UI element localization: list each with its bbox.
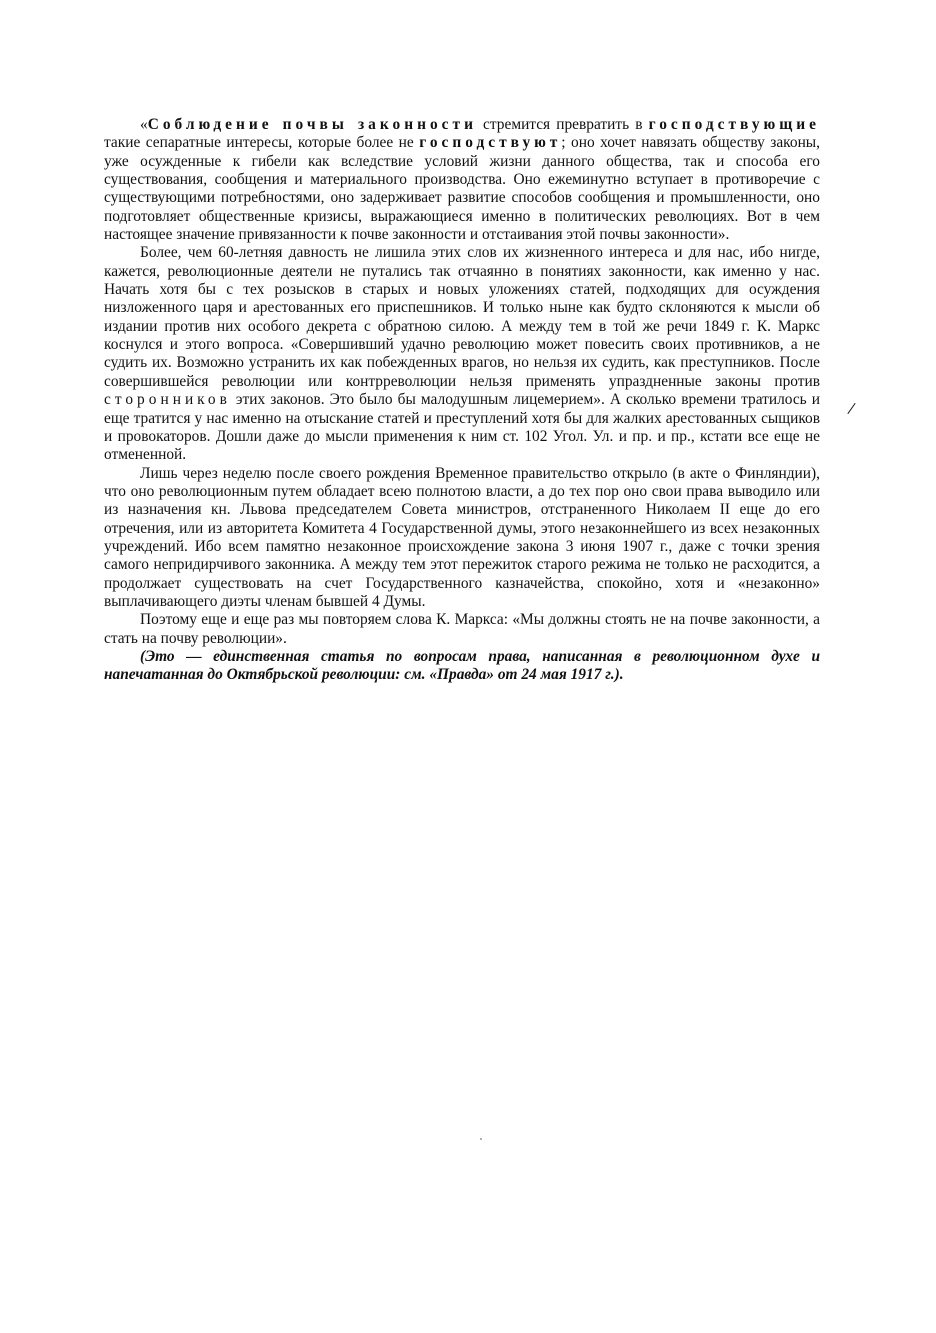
- paragraph-1-text-b: такие сепаратные интересы, которые более не: [104, 134, 420, 152]
- editorial-note: (Это — единственная статья по вопросам права, написанная в революционном духе и напечатанная до Октябрьской революции: см. «Правда» от 24 мая 1917 г.).: [104, 647, 820, 684]
- paragraph-1-text-a: стремится превратить в: [476, 116, 649, 133]
- paragraph-1: [104, 116, 820, 244]
- margin-tick-mark: [847, 403, 855, 414]
- document-page: [104, 116, 820, 685]
- emphasis-supporters: сторонников: [104, 391, 231, 409]
- paragraph-2-text-b: этих законов. Это было бы малодушным лицемерием». А сколько времени тратилось и еще тратится у нас именно на отыскание статей и преступлений хотя бы для жалких арестованных сыщиков и провокаторов. Дошли даже до мысли применения к ним ст. 102 Угол. Ул. и пр. и пр., кстати все еще не отмененной.: [104, 391, 820, 464]
- paragraph-1-text-c: ; оно хочет навязать обществу законы, уже осужденные к гибели как вследствие условий жизни данного общества, так и способа его существования, сообщения и материального производства. Оно ежеминутно вступает в противоречие с существующими потребностями, оно задерживает развитие способов сообщения и промышленности, оно подготовляет общественные кризисы, выражающиеся именно в политических революциях. Вот в чем настоящее значение привязанности к почве законности и отстаивания этой почвы законности».: [104, 134, 820, 244]
- paragraph-3: Лишь через неделю после своего рождения Временное правительство открыло (в акте о Финляндии), что оно революционным путем обладает всею полнотою власти, а до тех пор оно свои права выводило или из назначения кн. Львова председателем Совета министров, отстраненного Николаем II еще до его отречения, или из авторитета Комитета 4 Государственной думы, этого незаконнейшего из всех незаконных учреждений. Ибо всем памятно незаконное происхождение закона 3 июня 1907 г., даже с точки зрения самого непридирчивого законника. А между тем этот пережиток старого режима не только не расходится, а продолжает существовать на счет Государственного казначейства, спокойно, хотя и «незаконно» выплачивающего диэты членам бывшей 4 Думы.: [104, 464, 820, 610]
- emphasis-legality: Соблюдение почвы законности: [147, 116, 477, 133]
- paragraph-2-text-a: Более, чем 60-летняя давность не лишила этих слов их жизненного интереса и для нас, ибо нигде, кажется, революционные деятели не путались так отчаянно в понятиях законности, как именно у нас. Начать хотя бы с тех розысков в старых и новых уложениях статей, подходящих для осуждения низложенного царя и арестованных его приспешников. И только ныне как будто склоняются к мысли об издании против них особого декрета с обратною силою. А между тем в той же речи 1849 г. К. Маркс коснулся и этого вопроса. «Совершивший удачно революцию может повесить своих противников, а не судить их. Возможно устранить их как побежденных врагов, но нельзя их судить, как преступников. После совершившейся революции или контрреволюции нельзя применять упраздненные законы против: [104, 244, 820, 390]
- emphasis-dominant: господствующие: [648, 116, 820, 133]
- emphasis-dominate: господствуют: [419, 134, 562, 152]
- paragraph-4: Поэтому еще и еще раз мы повторяем слова К. Маркса: «Мы должны стоять не на почве законности, а стать на почву революции».: [104, 611, 820, 647]
- open-quote: «: [140, 116, 148, 133]
- paragraph-2: [104, 244, 820, 464]
- scan-speck: [480, 1138, 482, 1140]
